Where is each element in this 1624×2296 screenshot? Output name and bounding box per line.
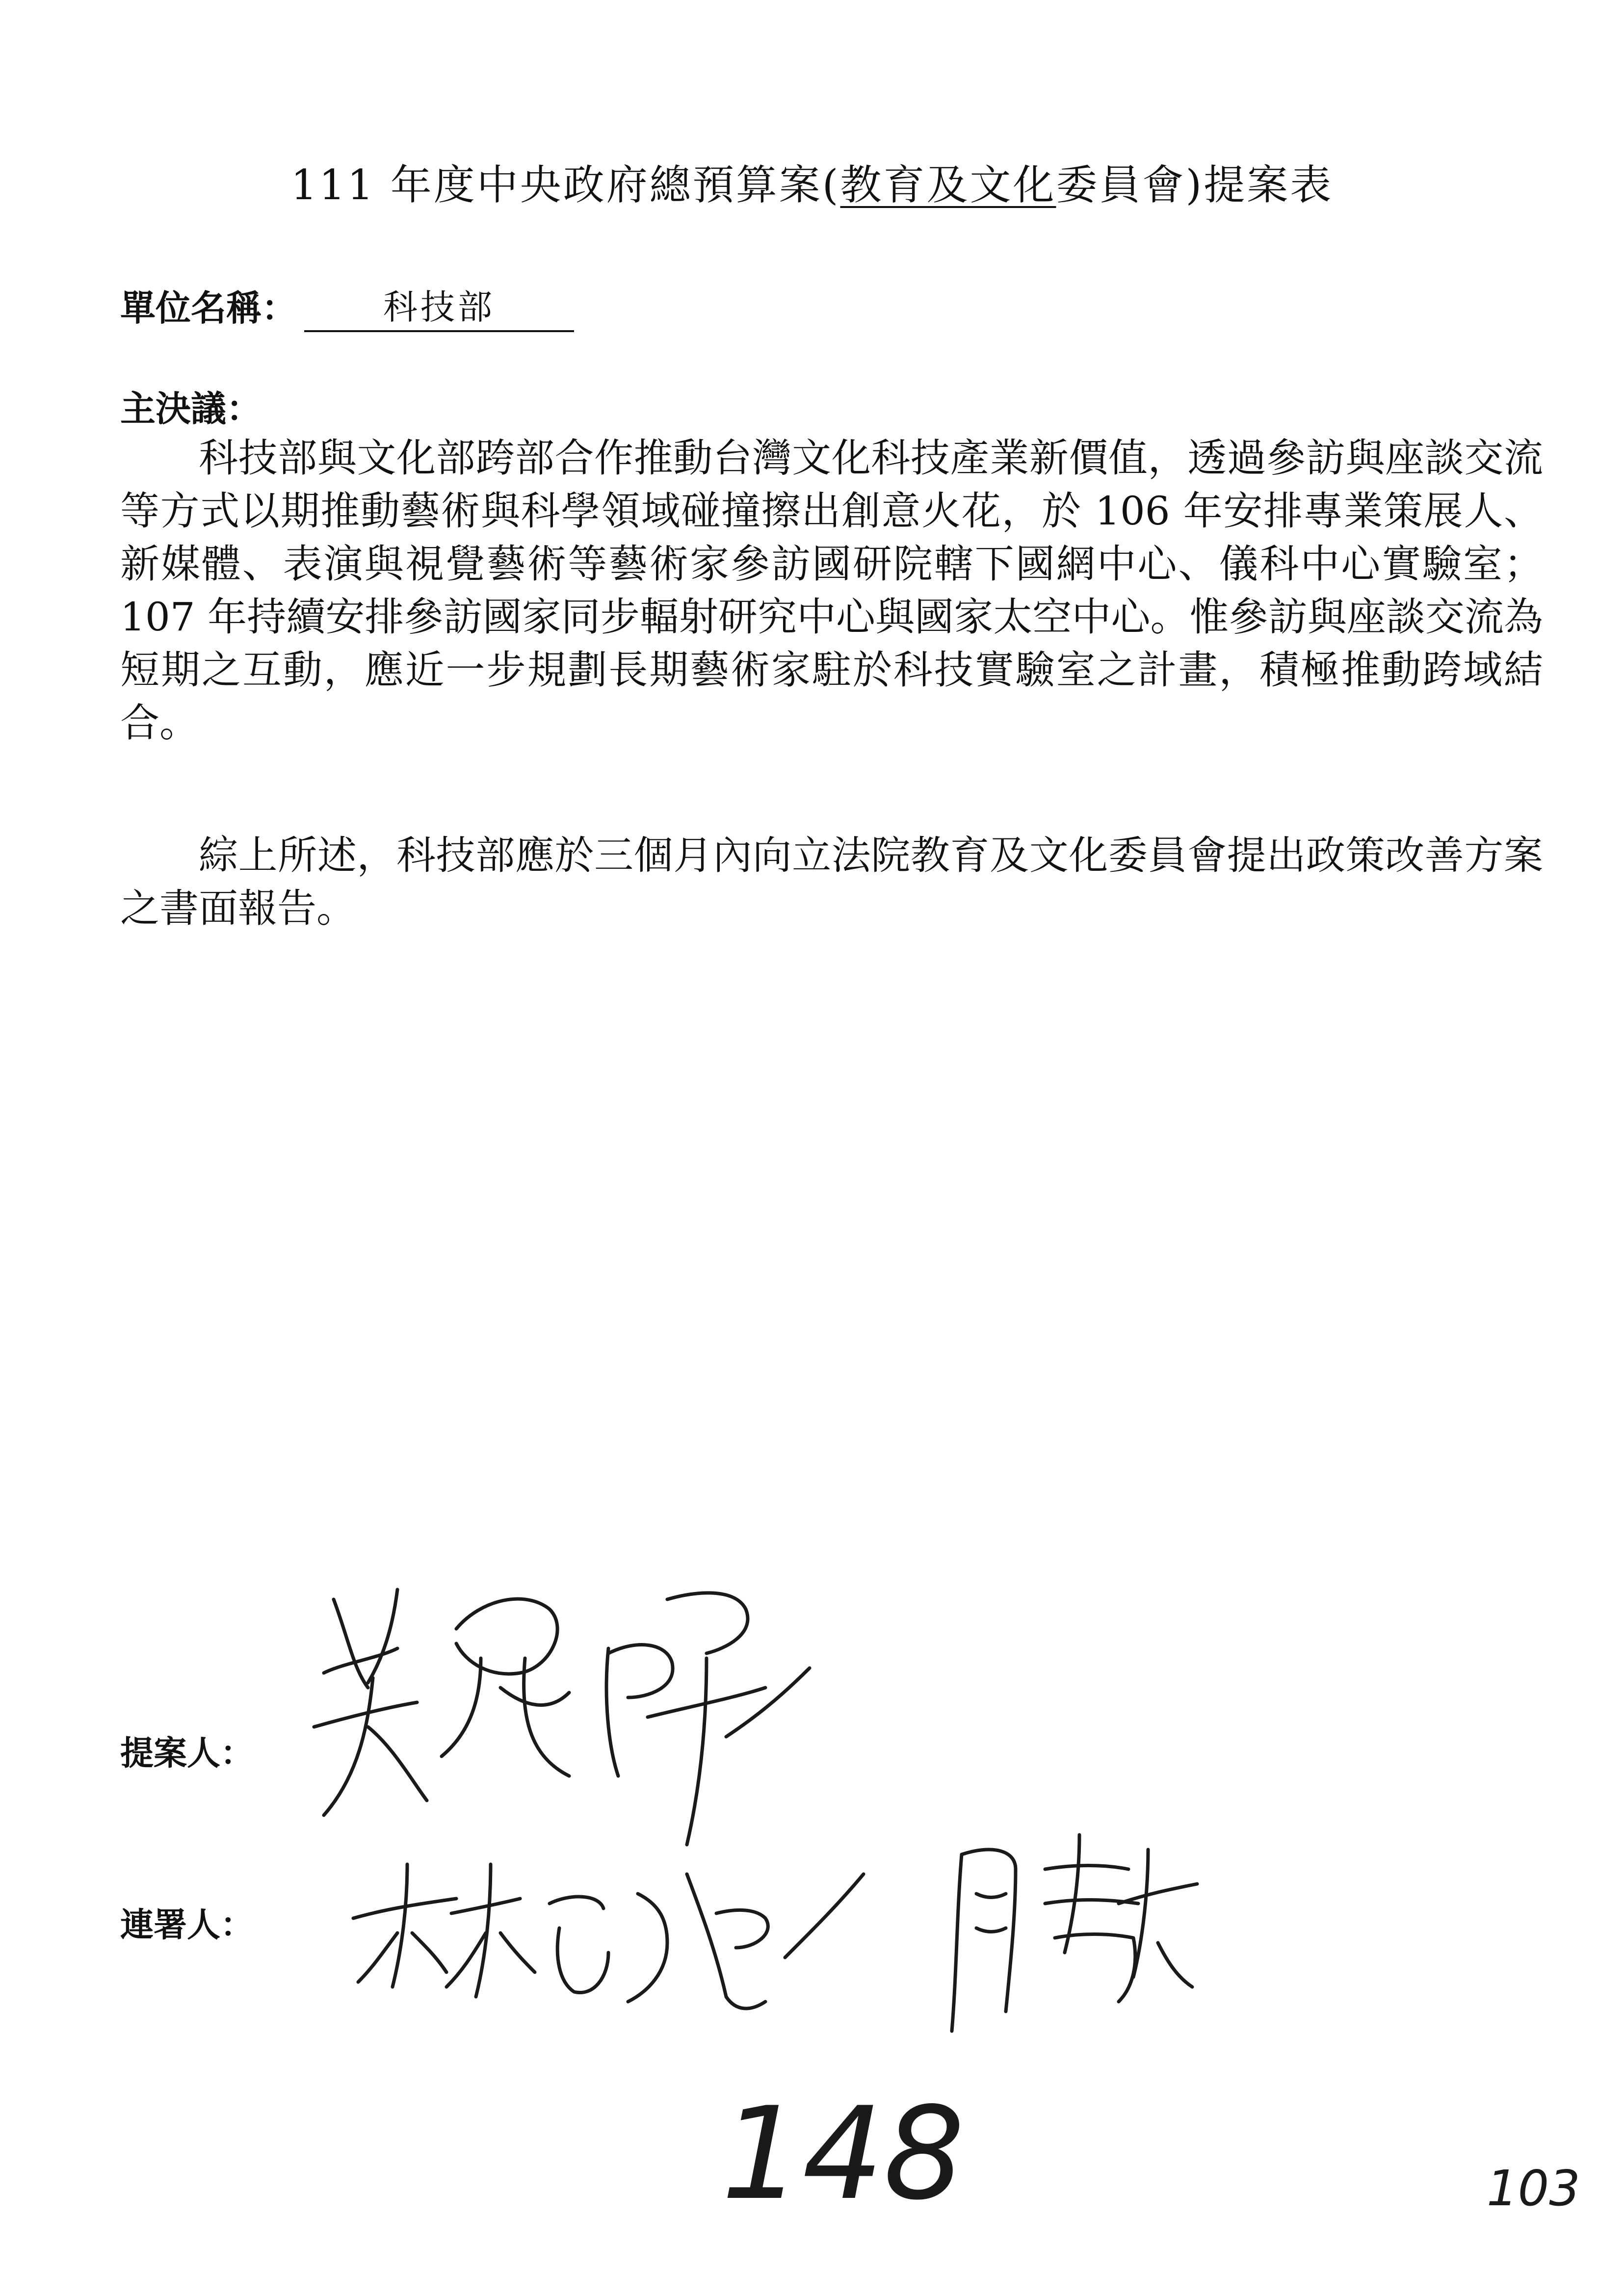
- proposer-label: 提案人：: [120, 1734, 254, 1773]
- title-suffix: 委員會)提案表: [1056, 161, 1334, 209]
- handwritten-page-number: [1482, 2159, 1599, 2218]
- title-prefix: 111 年度中央政府總預算案(: [290, 161, 840, 209]
- unit-label: 單位名稱：: [120, 287, 297, 329]
- resolution-heading: 主決議：: [120, 388, 262, 429]
- handwritten-number-text: 148: [721, 2080, 965, 2228]
- document-title: [0, 152, 1624, 211]
- resolution-paragraph-2: 綜上所述，科技部應於三個月內向立法院教育及文化委員會提出政策改善方案之書面報告。: [120, 833, 1543, 931]
- cosigner-signature-1: [343, 1835, 873, 2031]
- unit-value: 科技部: [304, 280, 574, 332]
- cosigner-label: 連署人：: [120, 1905, 254, 1945]
- resolution-paragraph-1: 科技部與文化部跨部合作推動台灣文化科技產業新價值，透過參訪與座談交流等方式以期推動藝術與科學領域碰撞擦出創意火花，於 106 年安排專業策展人、新媒體、表演與視覺藝術等藝術家參訪國研院轄下國網中心、儀科中心實驗室；107 年持續安排參訪國家同步輻射研究中心與國家太空中心。惟參訪與座談交流為短期之互動，應近一步規劃長期藝術家駐於科技實驗室之計畫，積極推動跨域結合。: [120, 435, 1543, 746]
- proposer-signature: [294, 1570, 834, 1874]
- handwritten-number: [711, 2080, 986, 2228]
- cosigner-signature-2: [932, 1815, 1207, 2046]
- handwritten-page-number-text: 103: [1487, 2160, 1580, 2217]
- title-committee: 教育及文化: [840, 161, 1056, 209]
